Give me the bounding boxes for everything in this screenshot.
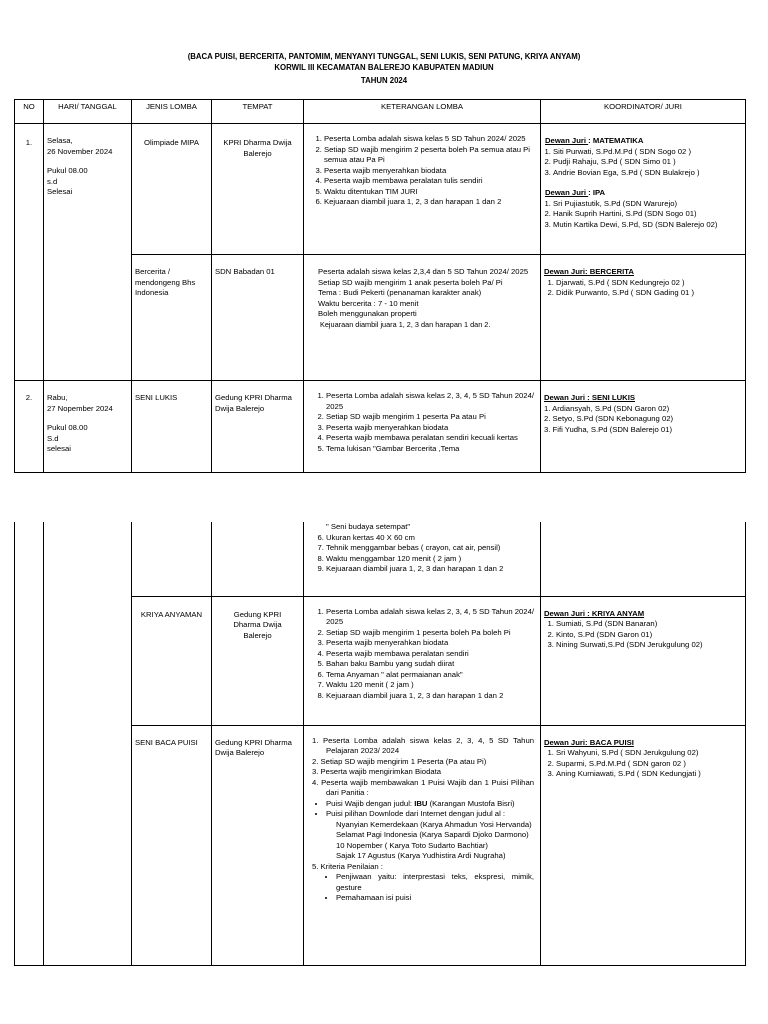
column-header-no: NO	[15, 100, 44, 124]
list-item: 5. Tema lukisan "Gambar Bercerita ,Tema	[326, 444, 536, 455]
venue-text: KPRI Dharma Dwija Balerejo	[212, 124, 304, 255]
list-item: 3. Peserta wajib menyerahkan biodata	[324, 166, 536, 177]
list-item: • Puisi pilihan Downlode dari Internet dengan judul al :	[326, 809, 534, 820]
jury-title-storytelling: Dewan Juri: BERCERITA	[544, 267, 634, 276]
poem-bullet-list	[312, 799, 534, 820]
list-item: 4. Peserta wajib membawa peralatan tulis sendiri	[324, 176, 536, 187]
list-item: 4. Peserta wajib membawa peralatan sendiri	[326, 649, 536, 660]
date-cell	[44, 124, 132, 381]
jury-cell	[541, 381, 746, 473]
time-text: Pukul 08.00	[47, 166, 88, 175]
list-item: 8. Waktu menggambar 120 menit ( 2 jam )	[326, 554, 536, 565]
table-row	[15, 522, 746, 596]
list-item: 6. Tema Anyaman " alat permaianan anak"	[326, 670, 536, 681]
day-text: Rabu,	[47, 393, 68, 402]
jury-list-storytelling	[544, 278, 743, 299]
column-header-jury: KOORDINATOR/ JURI	[541, 100, 746, 124]
list-item: 2. Setiap SD wajib mengirim 2 peserta boleh Pa semua atau Pi semua atau Pa Pi	[324, 145, 536, 166]
date-cell-continued	[44, 522, 132, 965]
list-item: • Penjiwaan yaitu: interprestasi teks, ekspresi, mimik, gesture	[336, 872, 534, 893]
list-item: 3. Peserta wajib menyerahkan biodata	[326, 638, 536, 649]
date-cell	[44, 381, 132, 473]
list-item: 3. Andrie Bovian Ega, S.Pd ( SDN Bulakrejo )	[553, 168, 743, 179]
description-paragraph: Waktu bercerita : 7 - 10 menit	[318, 298, 419, 308]
list-item: 2. Didik Purwanto, S.Pd ( SDN Gading 01 )	[556, 288, 743, 299]
table-header-row	[15, 100, 746, 124]
row-number-continued	[15, 522, 44, 965]
criteria-bullet-list	[312, 872, 534, 904]
list-item: 1. Peserta Lomba adalah siswa kelas 5 SD Tahun 2024/ 2025	[324, 134, 536, 145]
description-list	[310, 134, 536, 208]
list-item: 2. Setiap SD wajib mengirim 1 peserta Pa atau Pi	[326, 412, 536, 423]
table-row	[15, 124, 746, 255]
list-item: 1. Djarwati, S.Pd ( SDN Kedungrejo 02 )	[556, 278, 743, 289]
description-paragraph: Tema : Budi Pekerti (penanaman karakter anak)	[318, 288, 482, 297]
column-header-competition: JENIS LOMBA	[132, 100, 212, 124]
competition-name-line2: mendongeng Bhs Indonesia	[135, 277, 196, 297]
list-item: 3. Fifi Yudha, S.Pd (SDN Balerejo 01)	[544, 424, 673, 434]
jury-title-math: Dewan Juri : MATEMATIKA	[545, 136, 644, 145]
jury-title-science: Dewan Juri : IPA	[545, 188, 606, 197]
schedule-table-page1	[14, 99, 746, 473]
competition-name: SENI LUKIS	[132, 381, 212, 473]
description-paragraph: 4. Peserta wajib membawakan 1 Puisi Wajib dan 1 Puisi Pilihan dari Panitia :	[312, 777, 534, 797]
list-item: 2. Pudji Rahaju, S.Pd ( SDN Simo 01 )	[553, 157, 743, 168]
row-number: 2.	[15, 381, 44, 473]
competition-name: Olimpiade MIPA	[132, 124, 212, 255]
venue-text: SDN Babadan 01	[212, 255, 304, 381]
list-item: 9. Kejuaraan diambil juara 1, 2, 3 dan harapan 1 dan 2	[326, 564, 536, 575]
list-item: 1. Sri Pujiastutik, S.Pd (SDN Warurejo)	[553, 199, 743, 210]
jury-cell	[541, 596, 746, 725]
competition-name	[132, 255, 212, 381]
jury-cell	[541, 124, 746, 255]
poem-option: Selamat Pagi Indonesia (Karya Sapardi Djoko Darmono)	[336, 830, 529, 839]
list-item: 8. Kejuaraan diambil juara 1, 2, 3 dan harapan 1 dan 2	[326, 691, 536, 702]
list-item: 3. Nining Surwati,S.Pd (SDN Jerukgulung 02)	[556, 640, 743, 651]
description-paragraph: Boleh menggunakan properti	[318, 309, 417, 318]
list-item: 6. Kejuaraan diambil juara 1, 2, 3 dan harapan 1 dan 2	[324, 197, 536, 208]
poem-option: Nyanyian Kemerdekaan (Karya Ahmadun Yosi Hervanda)	[336, 819, 532, 829]
description-paragraph: Setiap SD wajib mengirim 1 anak peserta boleh Pa/ Pi	[318, 277, 503, 287]
time-separator: s.d	[47, 176, 58, 186]
jury-list-math	[543, 147, 743, 179]
description-paragraph: Peserta adalah siswa kelas 2,3,4 dan 5 SD Tahun 2024/ 2025	[318, 267, 529, 276]
list-item: 3. Mutin Kartika Dewi, S.Pd, SD (SDN Balerejo 02)	[553, 220, 743, 231]
header-title-line3: TAHUN 2024	[360, 76, 408, 85]
list-item: 2. Kinto, S.Pd (SDN Garon 01)	[556, 630, 743, 641]
list-item: • Puisi Wajib dengan judul: IBU (Karangan Mustofa Bisri)	[326, 799, 534, 810]
description-cell	[304, 596, 541, 725]
venue-text: Gedung KPRI Dharma Dwija Balerejo	[212, 381, 304, 473]
list-item: 1. Peserta Lomba adalah siswa kelas 2, 3, 4, 5 SD Tahun 2024/ 2025	[326, 607, 536, 628]
venue-text: Gedung KPRI Dharma Dwija Balerejo	[212, 596, 304, 725]
list-item: 3. Aning Kurniawati, S.Pd ( SDN Kedungjati )	[556, 769, 743, 780]
column-header-venue: TEMPAT	[212, 100, 304, 124]
description-cell	[304, 725, 541, 965]
jury-title-weaving: Dewan Juri : KRIYA ANYAM	[544, 608, 645, 618]
description-paragraph: 3. Peserta wajib mengirimkan Biodata	[312, 767, 442, 776]
description-paragraph: 5. Kriteria Penilaian :	[312, 861, 383, 871]
competition-name-line1: Bercerita /	[135, 267, 171, 276]
list-item: 2. Hanik Suprih Hartini, S.Pd (SDN Sogo 01)	[553, 209, 743, 220]
list-item: 1. Ardiansyah, S.Pd (SDN Garon 02)	[544, 403, 670, 413]
time-text: Pukul 08.00	[47, 423, 88, 432]
header-title-line2: KORWIL III KECAMATAN BALEREJO KABUPATEN MADIUN	[274, 63, 494, 72]
description-cell	[304, 255, 541, 381]
jury-list-poetry	[544, 748, 743, 780]
time-end-text: Selesai	[47, 187, 73, 196]
description-continued-text: " Seni budaya setempat"	[326, 522, 411, 531]
date-text: 27 Nopember 2024	[47, 403, 113, 413]
jury-title-poetry: Dewan Juri: BACA PUISI	[544, 737, 634, 747]
poem-option: Sajak 17 Agustus (Karya Yudhistira Ardi Nugraha)	[336, 851, 506, 860]
list-item: 6. Ukuran kertas 40 X 60 cm	[326, 533, 536, 544]
time-separator: S.d	[47, 433, 59, 443]
jury-title-painting: Dewan Juri : SENI LUKIS	[544, 393, 635, 402]
time-end-text: selesai	[47, 444, 71, 453]
list-item: 1. Sumiati, S.Pd (SDN Banaran)	[556, 619, 743, 630]
competition-name-continued	[132, 522, 212, 596]
column-header-date: HARI/ TANGGAL	[44, 100, 132, 124]
list-item: 4. Peserta wajib membawa peralatan sendiri kecuali kertas	[326, 433, 536, 444]
list-item: 1. Peserta Lomba adalah siswa kelas 2, 3, 4, 5 SD Tahun 2024/ 2025	[326, 391, 536, 412]
venue-text: Gedung KPRI Dharma Dwija Balerejo	[212, 725, 304, 965]
jury-cell	[541, 255, 746, 381]
jury-list-science	[543, 199, 743, 231]
list-item: 2. Setyo, S.Pd (SDN Kebonagung 02)	[544, 414, 674, 423]
description-paragraph: 1. Peserta Lomba adalah siswa kelas 2, 3, 4, 5 SD Tahun Pelajaran 2023/ 2024	[312, 735, 534, 755]
schedule-table-page2	[14, 522, 746, 966]
venue-continued	[212, 522, 304, 596]
description-paragraph: 2. Setiap SD wajib mengirim 1 Peserta (Pa atau Pi)	[312, 756, 487, 766]
table-row	[15, 381, 746, 473]
row-number: 1.	[15, 124, 44, 381]
list-item: 2. Suparmi, S.Pd.M.Pd ( SDN garon 02 )	[556, 759, 743, 770]
list-item: 1. Sri Wahyuni, S.Pd ( SDN Jerukgulung 02)	[556, 748, 743, 759]
list-item: 7. Waktu 120 menit ( 2 jam )	[326, 680, 536, 691]
list-item: 7. Tehnik menggambar bebas ( crayon, cat air, pensil)	[326, 543, 536, 554]
list-item: 2. Setiap SD wajib mengirim 1 peserta boleh Pa boleh Pi	[326, 628, 536, 639]
jury-cell	[541, 725, 746, 965]
list-item: 3. Peserta wajib menyerahkan biodata	[326, 423, 536, 434]
list-item: 1. Siti Purwati, S.Pd.M.Pd ( SDN Sogo 02 )	[553, 147, 743, 158]
jury-cell-continued	[541, 522, 746, 596]
description-list	[310, 533, 536, 575]
header-title-line1: (BACA PUISI, BERCERITA, PANTOMIM, MENYANYI TUNGGAL, SENI LUKIS, SENI PATUNG, KRIYA ANYAM)	[187, 52, 581, 61]
description-cell	[304, 381, 541, 473]
competition-name: KRIYA ANYAMAN	[132, 596, 212, 725]
list-item: • Pemahamaan isi puisi	[336, 893, 534, 904]
date-text: 26 November 2024	[47, 146, 113, 156]
list-item: 5. Bahan baku Bambu yang sudah diirat	[326, 659, 536, 670]
day-text: Selasa,	[47, 136, 73, 145]
jury-list-weaving	[544, 619, 743, 651]
description-cell	[304, 124, 541, 255]
list-item: 5. Waktu ditentukan TIM JURI	[324, 187, 536, 198]
competition-name: SENI BACA PUISI	[132, 725, 212, 965]
description-paragraph: Kejuaraan diambil juara 1, 2, 3 dan harapan 1 dan 2.	[320, 319, 491, 329]
description-list	[310, 391, 536, 454]
description-list	[310, 607, 536, 702]
description-cell	[304, 522, 541, 596]
column-header-description: KETERANGAN LOMBA	[304, 100, 541, 124]
poem-option: 10 Nopember ( Karya Toto Sudarto Bachtiar)	[336, 840, 488, 850]
